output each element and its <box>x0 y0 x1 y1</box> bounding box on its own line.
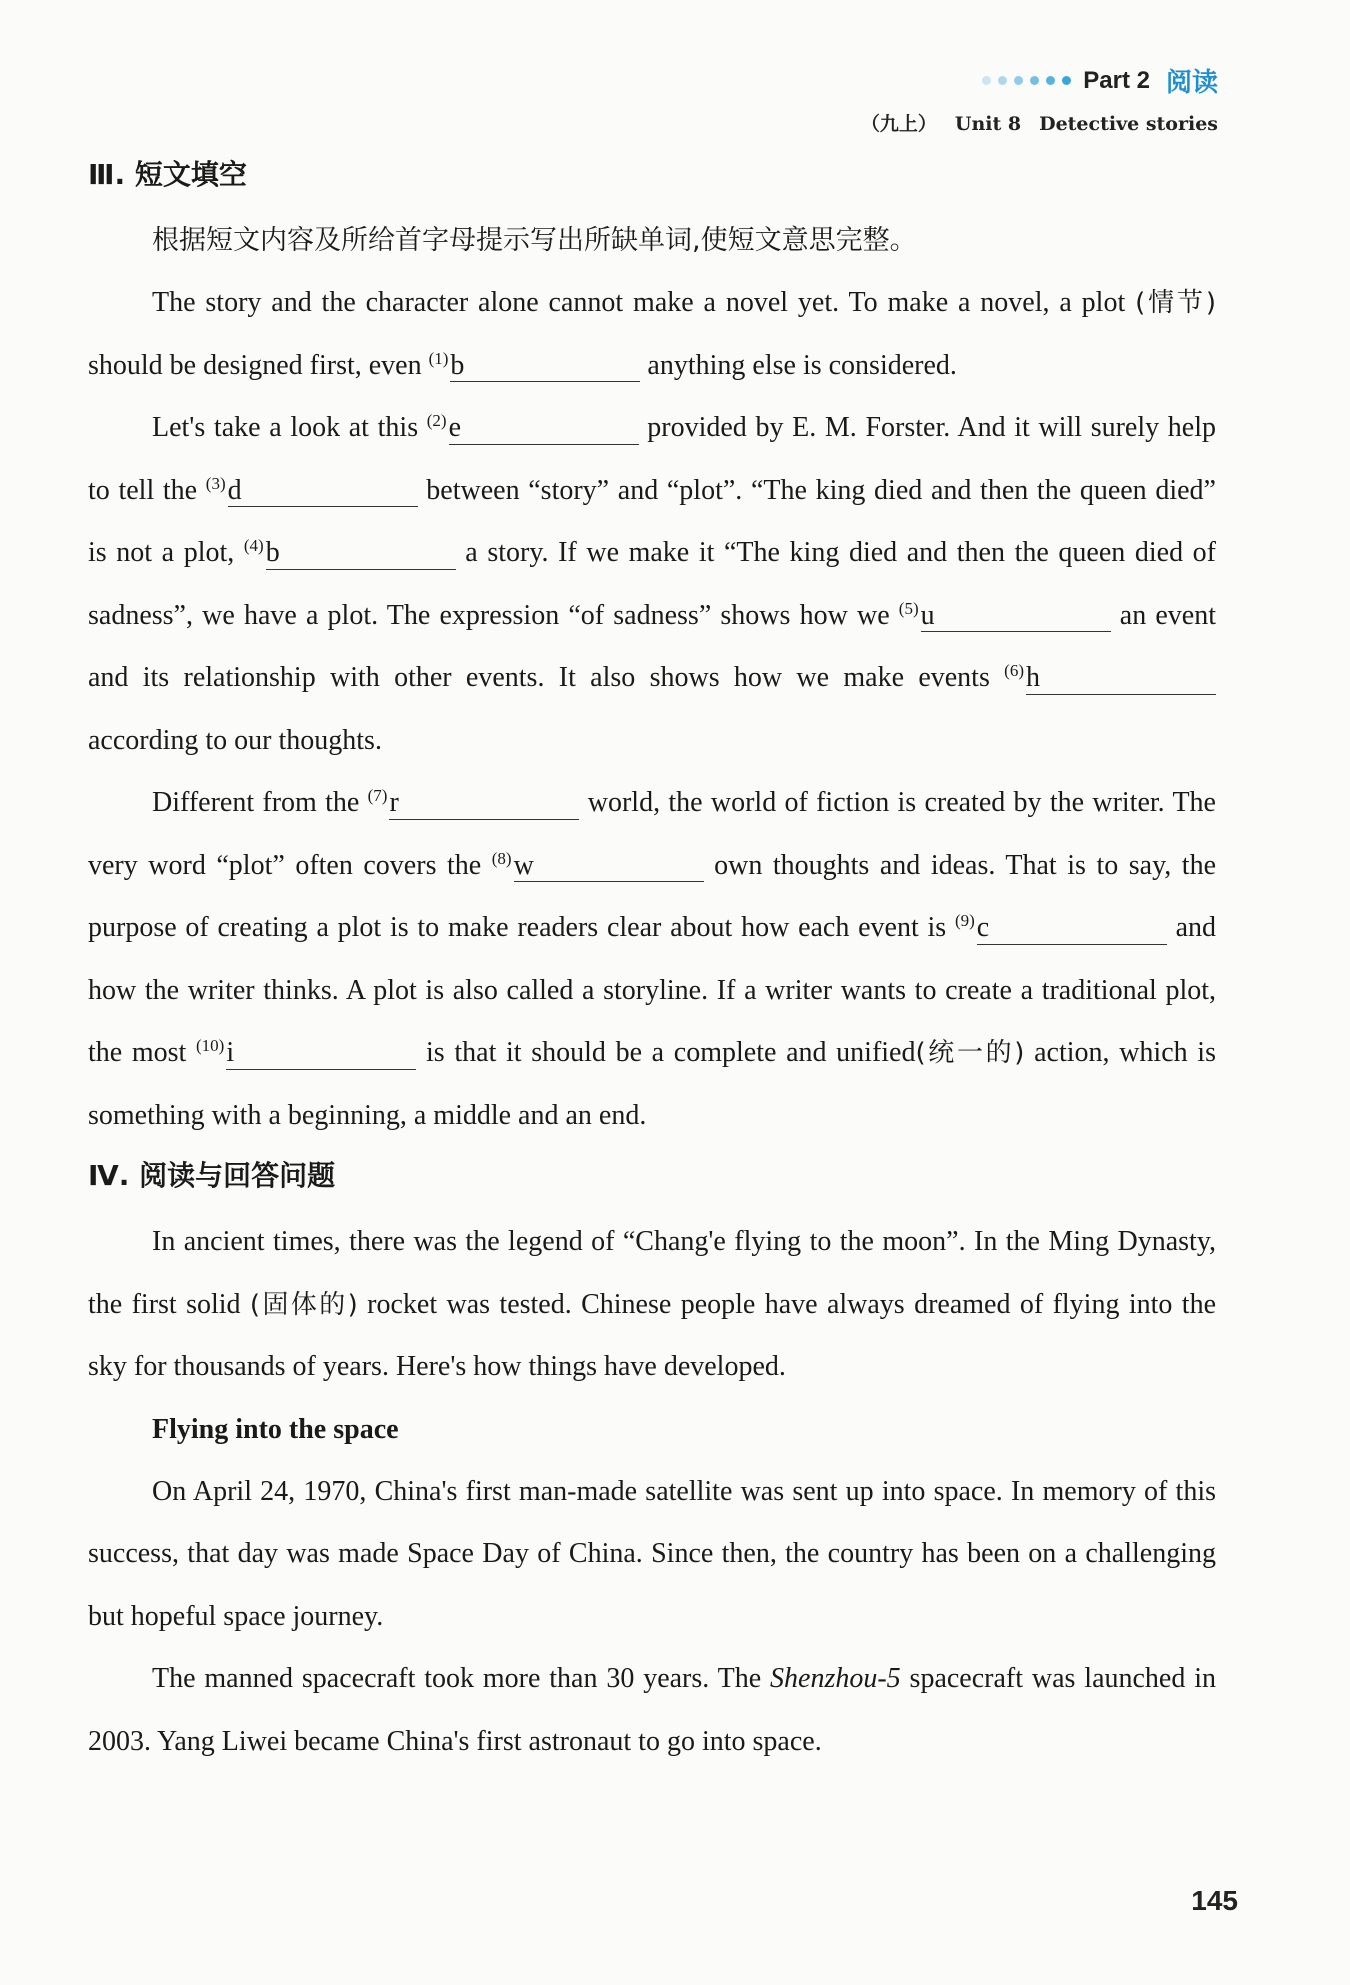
blank-number: (6) <box>1004 661 1024 680</box>
text: spacecraft was launched in 2003. Yang Liwei became China's first astronaut to go into space. <box>88 1663 1216 1757</box>
blank-7[interactable]: r <box>389 788 579 820</box>
blank-number: (3) <box>205 473 226 493</box>
section4-paragraph-1 <box>88 1211 1216 1399</box>
section3-title: Ⅲ. 短文填空 <box>88 158 247 191</box>
text: own thoughts and ideas. That is to say, the purpose of creating a plot is to make readers clear about how each event is <box>88 849 1217 943</box>
text: world, the world of fiction is created by the writer. The very word “plot” often covers the <box>88 787 1216 881</box>
section4-subheading: Flying into the space <box>152 1413 399 1445</box>
header-topic: Detective stories <box>1039 113 1218 135</box>
header-top-line <box>843 62 1218 99</box>
header-section: 阅读 <box>1165 68 1218 98</box>
blank-number: (4) <box>243 536 264 555</box>
blank-8[interactable]: w <box>514 851 704 883</box>
dot-icon <box>1030 76 1039 85</box>
text: The manned spacecraft took more than 30 years. The <box>152 1663 771 1694</box>
dots-decoration <box>982 76 1071 85</box>
text: and how the writer thinks. A plot is also called a storyline. If a writer wants to create a traditional plot, the most <box>88 912 1216 1068</box>
header-unit-line <box>843 109 1218 136</box>
text: according to our thoughts. <box>88 724 382 756</box>
blank-number: (9) <box>954 911 975 930</box>
section4-paragraph-2: On April 24, 1970, China's first man-made satellite was sent up into space. In memory of this success, that day was made Space Day of China. Since then, the country has been on a challenging but hopeful space journey. <box>88 1475 1216 1632</box>
blank-10[interactable]: i <box>226 1038 416 1070</box>
blank-number: (2) <box>426 411 447 430</box>
section3-paragraph-2 <box>88 397 1216 772</box>
text: In ancient times, there was the legend of “Chang'e flying to the moon”. In the Ming Dynasty, the first solid <box>88 1226 1216 1320</box>
text: action, which is something with a beginning, a middle and an end. <box>88 1037 1216 1131</box>
text: an event and its relationship with other events. It also shows how we make events <box>88 599 1216 693</box>
section3-instruction: 根据短文内容及所给首字母提示写出所缺单词,使短文意思完整。 <box>152 225 917 256</box>
dot-icon <box>1014 76 1023 85</box>
text: The story and the character alone cannot make a novel yet. To make a novel, a plot <box>152 287 1136 318</box>
blank-1[interactable]: b <box>450 351 640 383</box>
blank-9[interactable]: c <box>977 913 1167 945</box>
blank-number: (7) <box>367 786 388 805</box>
text: between “story” and “plot”. “The king died and then the queen died” is not a plot, <box>88 474 1216 568</box>
text: should be designed first, even <box>88 349 429 381</box>
blank-4[interactable]: b <box>266 538 456 570</box>
dot-icon <box>982 76 991 85</box>
header-part: Part 2 <box>1083 66 1150 94</box>
text-cjk: (统一的) <box>915 1038 1025 1068</box>
blank-5[interactable]: u <box>921 601 1111 633</box>
page-number: 145 <box>1191 1885 1238 1916</box>
blank-2[interactable]: e <box>449 413 639 445</box>
text-cjk: (情节) <box>1135 288 1216 318</box>
text: Let's take a look at this <box>152 412 427 443</box>
text-cjk: (固体的) <box>249 1289 358 1320</box>
text: provided by E. M. Forster. And it will surely help to tell the <box>88 412 1216 506</box>
section4-title: Ⅳ. 阅读与回答问题 <box>88 1159 336 1192</box>
section4-paragraph-3 <box>88 1648 1216 1773</box>
section3-paragraph-1 <box>88 272 1216 397</box>
text: anything else is considered. <box>640 349 957 381</box>
main-content <box>88 150 1216 1773</box>
blank-number: (10) <box>196 1036 225 1055</box>
blank-number: (1) <box>428 348 449 368</box>
blank-6[interactable]: h <box>1026 663 1216 695</box>
text: rocket was tested. Chinese people have always dreamed of flying into the sky for thousands of years. Here's how things have developed. <box>88 1288 1216 1382</box>
spacecraft-name: Shenzhou-5 <box>770 1663 901 1694</box>
blank-number: (5) <box>898 598 919 618</box>
dot-icon <box>1046 76 1055 85</box>
blank-3[interactable]: d <box>228 476 418 508</box>
text: a story. If we make it “The king died and then the queen died of sadness”, we have a plot. The expression “of sadness” shows how we <box>88 537 1216 631</box>
page-header <box>843 62 1218 136</box>
dot-icon <box>998 76 1007 85</box>
header-grade: （九上） <box>860 113 937 135</box>
text: Different from the <box>152 787 368 818</box>
dot-icon <box>1062 76 1071 85</box>
header-unit: Unit 8 <box>954 113 1022 135</box>
section3-paragraph-3 <box>88 772 1216 1147</box>
text: is that it should be a complete and unified <box>416 1037 916 1068</box>
blank-number: (8) <box>491 848 512 868</box>
